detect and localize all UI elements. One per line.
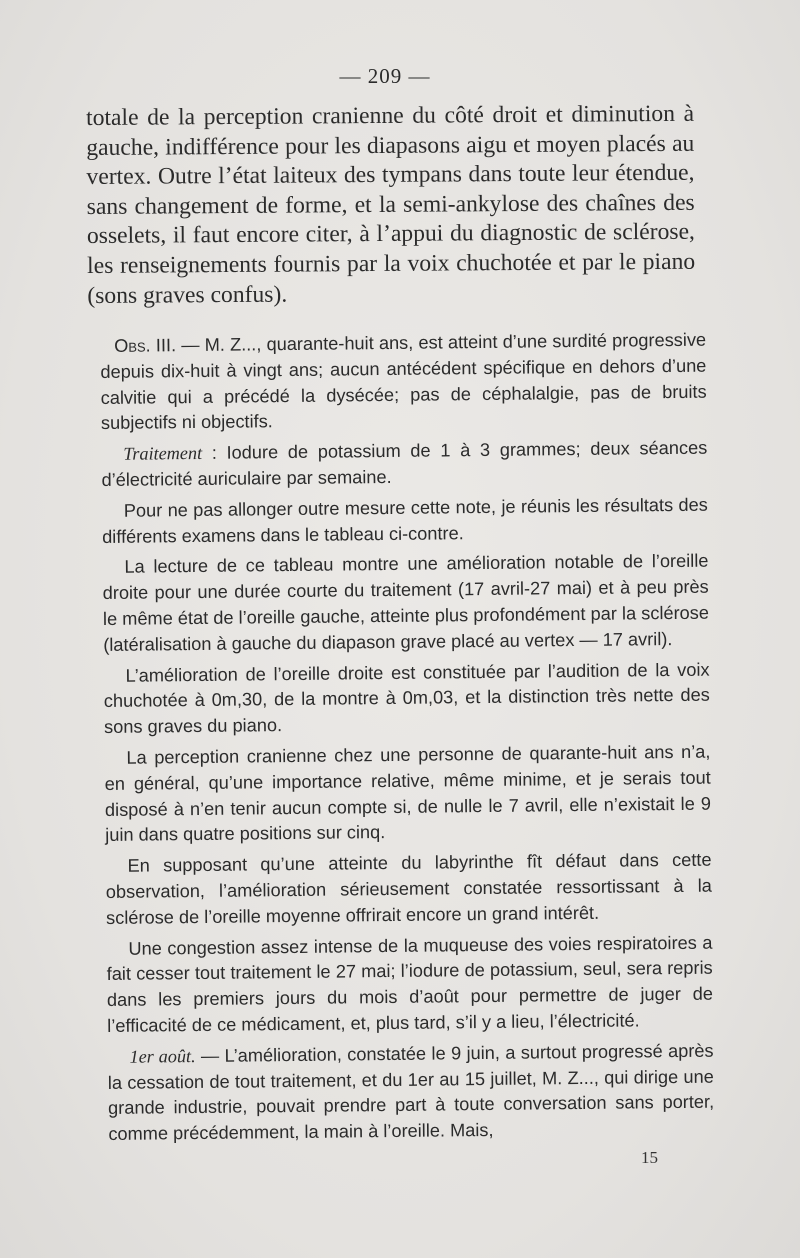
body-paragraph: Une congestion assez intense de la muqueuse des voies respiratoires a fait cesser tout traitement le 27 mai; l’iodure de potassium, seul, sera repris dans les premiers jours du mois d’août pour permettre de juger de l’efficacité de ce médicament, et, plus tard, s’il y a lieu, l’électricité.: [106, 932, 714, 1036]
body-paragraph: En supposant qu’une atteinte du labyrinthe fît défaut dans cette observation, l’amélioration sérieusement constatée ressortissant à la sclérose de l’oreille moyenne offrirait encore un grand intérêt.: [105, 849, 712, 928]
body-paragraph: L’amélioration de l’oreille droite est constituée par l’audition de la voix chuchotée à 0m,30, de la montre à 0m,03, et la distinction très nette des sons graves du piano.: [103, 659, 710, 738]
august-paragraph: [107, 1038, 714, 1148]
body-paragraph: Pour ne pas allonger outre mesure cette note, je réunis les résultats des différents examens dans le tableau ci-contre.: [102, 494, 708, 547]
body-paragraph: La lecture de ce tableau montre une amélioration notable de l’oreille droite pour une durée courte du traitement (17 avril-27 mai) et à peu près le même état de l’oreille gauche, atteinte plus profondément par la sclérose (latéralisation à gauche du diapason grave placé au vertex — 17 avril).: [102, 551, 710, 655]
august-text: — L’amélioration, constatée le 9 juin, a surtout progressé après la cessation de tout traitement, et du 1er au 15 juillet, M. Z..., qui dirige une grande industrie, pouvait prendre part à toute conversation sans porter, comme précédemment, la main à l’oreille. Mais,: [107, 1040, 715, 1145]
signature-mark: 15: [641, 1148, 658, 1167]
treatment-paragraph: [101, 436, 708, 494]
observation-body: [100, 328, 714, 1148]
observation-paragraph: [100, 328, 707, 438]
lead-paragraph: totale de la perception cranienne du côté droit et diminution à gauche, indifférence pour les diapasons aigu et moyen placés au vertex. Outre l’état laiteux des tympans dans toute leur étendue, sans changement de forme, et la semi-ankylose des chaînes des osselets, il faut encore citer, à l’appui du diagnostic de sclérose, les renseignements fournis par la voix chuchotée et par le piano (sons graves confus).: [86, 100, 696, 309]
body-paragraph: La perception cranienne chez une personne de quarante-huit ans n’a, en général, qu’une importance relative, même minime, et je serais tout disposé à n’en tenir aucun compte si, de nulle le 7 avril, elle n’existait le 9 juin dans quatre positions sur cinq.: [104, 741, 712, 846]
observation-text: — M. Z..., quarante-huit ans, est atteint d’une surdité progressive depuis dix-huit à vingt ans; aucun antécédent spécifique en dehors d’une calvitie qui a précédé la dysécée; pas de céphalalgie, pas de bruits subjectifs ni objectifs.: [100, 329, 707, 434]
observation-label: Obs. III.: [114, 335, 177, 356]
treatment-text: : Iodure de potassium de 1 à 3 grammes; deux séances d’électricité auriculaire par semaine.: [101, 437, 708, 490]
treatment-label: Traitement: [123, 443, 203, 464]
page-number-header: — 209 —: [339, 64, 431, 88]
august-label: 1er août.: [129, 1045, 196, 1067]
